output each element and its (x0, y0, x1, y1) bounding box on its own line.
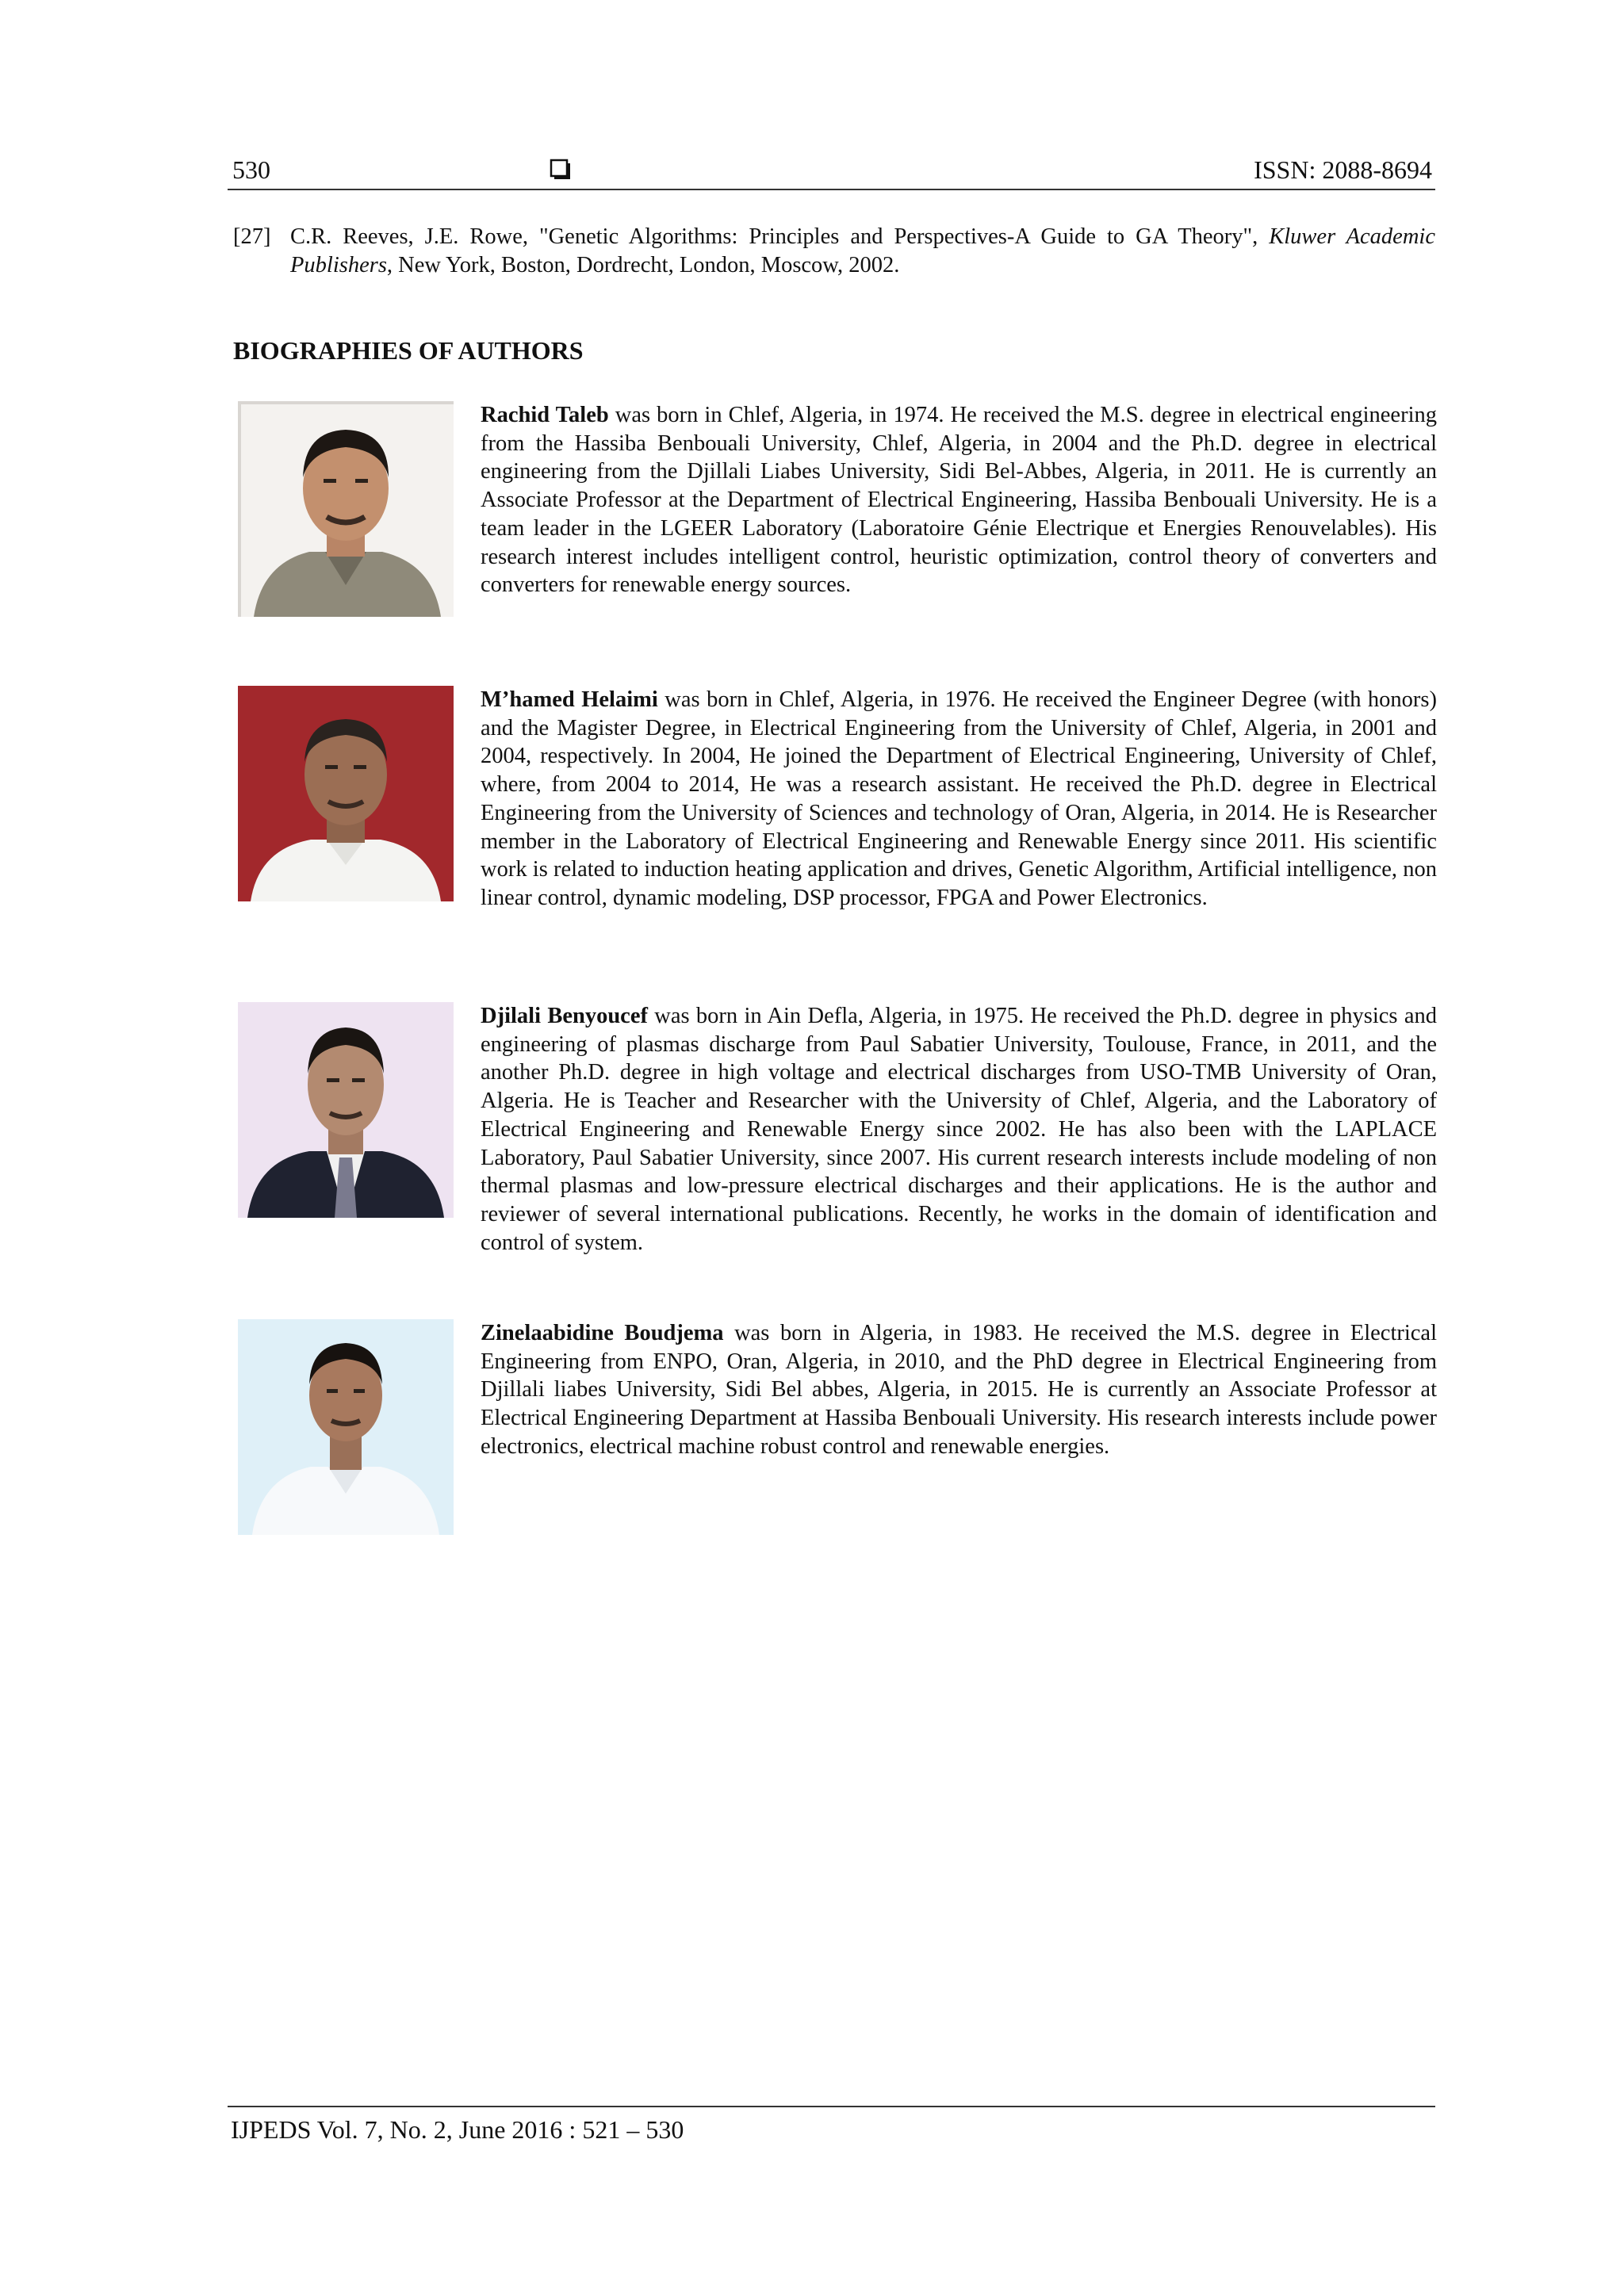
author-photo (238, 401, 454, 617)
reference-body (290, 223, 1435, 280)
reference-publisher: Kluwer Academic Publishers (290, 224, 1435, 277)
author-name: M’hamed Helaimi (481, 687, 658, 712)
reference-rest: , New York, Boston, Dordrecht, London, Moscow, 2002. (386, 253, 900, 277)
author-bio-text: was born in Chlef, Algeria, in 1976. He received the Engineer Degree (with honors) and the Magister Degree, in Electrical Engineering from the University of Chlef, Algeria, in 2001 and 2004, respectively. In 2004, He joined the Department of Electrical Engineering, University of Chlef, where, from 2004 to 2014, He was a research assistant. He received the Ph.D. degree in Electrical Engineering from the University of Sciences and technology of Oran, Algeria, in 2014. He is Researcher member in the Laboratory of Electrical Engineering and Renewable Energy since 2011. His scientific work is related to induction heating application and drives, Genetic Algorithm, Artificial intelligence, non linear control, dynamic modeling, DSP processor, FPGA and Power Electronics. (481, 687, 1437, 910)
author-bio (481, 686, 1437, 913)
square-bullet-icon (550, 159, 572, 181)
reference-authors-title: C.R. Reeves, J.E. Rowe, "Genetic Algorithms: Principles and Perspectives-A Guide to GA Theory", (290, 224, 1270, 249)
author-photo (238, 686, 454, 901)
author-bio (481, 1319, 1437, 1461)
reference-entry (233, 223, 1435, 280)
author-bio-text: was born in Ain Defla, Algeria, in 1975. He received the Ph.D. degree in physics and engineering of plasmas discharge from Paul Sabatier University, Toulouse, France, in 2011, and the another Ph.D. degree in high voltage and electrical discharges from USO-TMB University of Oran, Algeria. He is Teacher and Researcher with the University of Chlef, Algeria, and the Laboratory of Electrical Engineering and Renewable Energy since 2002. He has also been with the LAPLACE Laboratory, Paul Sabatier University, since 2007. His current research interests include modeling of non thermal plasmas and low-pressure electrical discharges and their applications. He is the author and reviewer of several international publications. Recently, he works in the domain of identification and control of system. (481, 1004, 1437, 1255)
author-bio-text: was born in Chlef, Algeria, in 1974. He received the M.S. degree in electrical engineering from the Hassiba Benbouali University, Chlef, Algeria, in 2004 and the Ph.D. degree in electrical engineering from the Djillali Liabes University, Sidi Bel-Abbes, Algeria, in 2011. He is currently an Associate Professor at the Department of Electrical Engineering, Hassiba Benbouali University. He is a team leader in the LGEER Laboratory (Laboratoire Génie Electrique et Energies Renouvelables). His research interest includes intelligent control, heuristic optimization, control theory of converters and converters for renewable energy sources. (481, 403, 1437, 598)
author-name: Zinelaabidine Boudjema (481, 1321, 724, 1345)
author-photo (238, 1319, 454, 1535)
reference-number: [27] (233, 224, 271, 249)
page-header (228, 151, 1435, 190)
section-title: BIOGRAPHIES OF AUTHORS (233, 336, 584, 365)
author-photo (238, 1002, 454, 1218)
page-number: 530 (232, 155, 270, 184)
journal-info: IJPEDS Vol. 7, No. 2, June 2016 : 521 – 530 (231, 2115, 684, 2144)
issn-label: ISSN: 2088-8694 (1254, 155, 1432, 184)
page-footer (228, 2106, 1435, 2145)
author-name: Rachid Taleb (481, 403, 609, 427)
author-bio (481, 1002, 1437, 1257)
author-bio-text: was born in Algeria, in 1983. He received the M.S. degree in Electrical Engineering from ENPO, Oran, Algeria, in 2010, and the PhD degree in Electrical Engineering from Djillali liabes University, Sidi Bel abbes, Algeria, in 2015. He is currently an Associate Professor at Electrical Engineering Department at Hassiba Benbouali University. His research interests include power electronics, electrical machine robust control and renewable energies. (481, 1321, 1437, 1459)
author-name: Djilali Benyoucef (481, 1004, 648, 1028)
author-bio (481, 401, 1437, 599)
